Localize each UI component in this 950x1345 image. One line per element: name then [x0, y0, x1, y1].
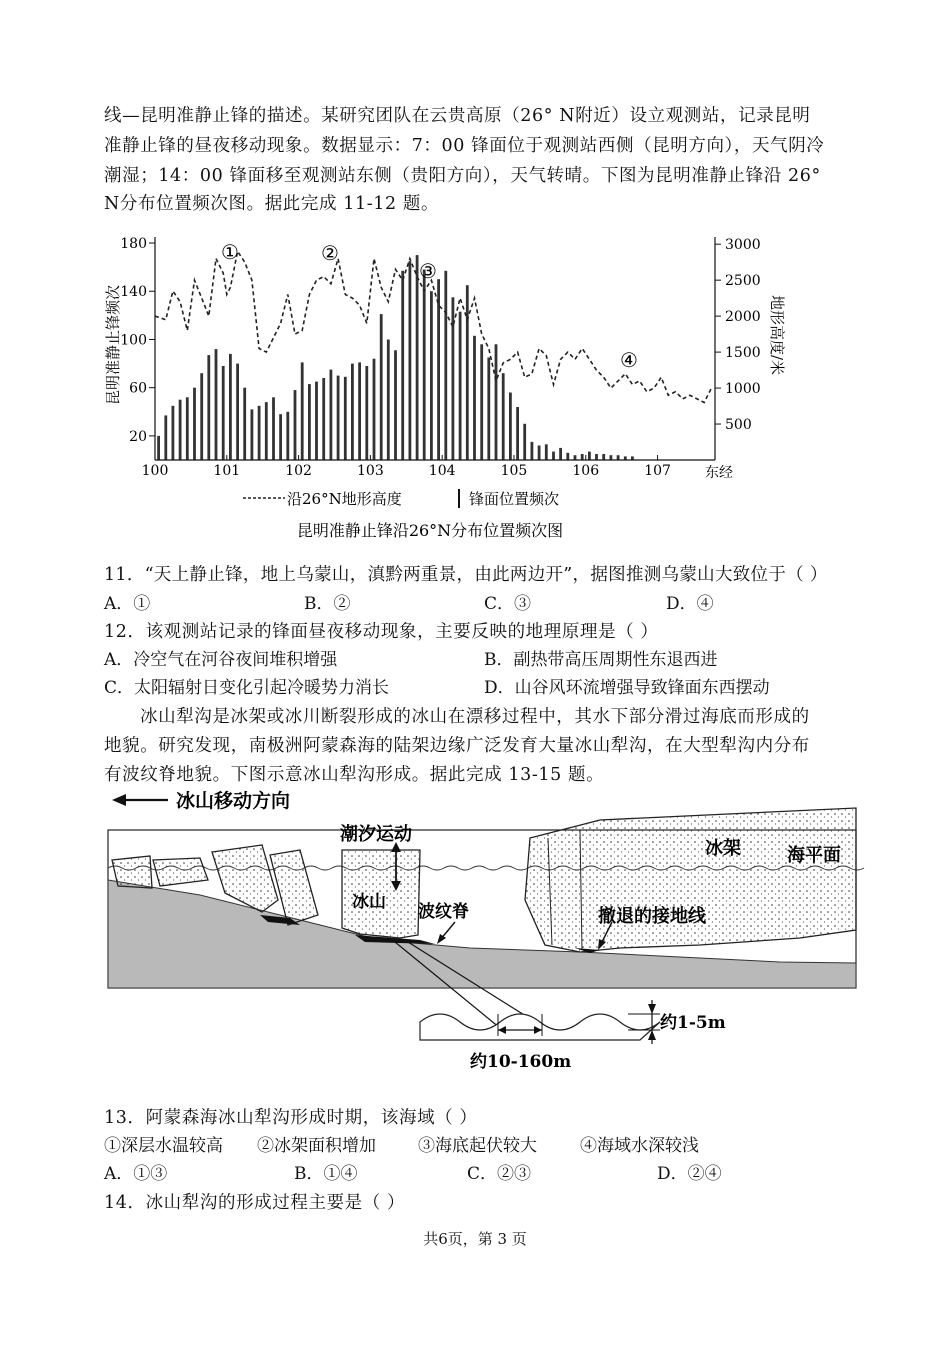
frequency-bar — [344, 377, 347, 460]
frequency-bar — [172, 406, 175, 460]
frequency-bar — [330, 370, 333, 460]
page-footer: 共6页，第 3 页 — [423, 1230, 527, 1248]
frequency-bar — [595, 454, 598, 460]
svg-text:②: ② — [321, 241, 339, 265]
q14-stem: 14．冰山犁沟的形成过程主要是（ ） — [104, 1193, 406, 1213]
q13-choice-4: ④海域水深较浅 — [580, 1136, 699, 1156]
frequency-bar — [416, 255, 419, 460]
frequency-bar — [444, 271, 447, 460]
frequency-bar — [186, 397, 189, 460]
y-right-tick-label: 500 — [725, 417, 752, 434]
frequency-bar — [538, 446, 541, 461]
q13-choice-1: ①深层水温较高 — [104, 1136, 223, 1156]
y-left-label: 昆明准静止锋频次 — [104, 284, 122, 406]
frequency-bar — [430, 291, 433, 460]
frequency-bar — [610, 455, 613, 460]
q13-stem: 13．阿蒙森海冰山犁沟形成时期，该海域（ ） — [104, 1108, 478, 1128]
y-left-tick-label: 20 — [129, 428, 147, 445]
frequency-bar — [459, 312, 462, 460]
frequency-bar — [200, 373, 203, 460]
frequency-bar — [308, 384, 311, 460]
frequency-bar — [229, 354, 232, 460]
passage2-line-2: 地貌。研究发现，南极洲阿蒙森海的陆架边缘广泛发育大量冰山犁沟，在大型犁沟内分布 — [104, 736, 810, 756]
x-tick-label: 107 — [644, 463, 671, 479]
frequency-bar — [516, 407, 519, 460]
q12-option-c[interactable]: C．太阳辐射日变化引起冷暖势力消长 — [104, 678, 390, 698]
x-tick-label: 105 — [500, 463, 528, 479]
q12-option-b[interactable]: B．副热带高压周期性东退西进 — [484, 650, 718, 670]
q12-option-d[interactable]: D．山谷风环流增强导致锋面东西摆动 — [484, 678, 770, 698]
frequency-bar — [258, 406, 261, 460]
label-height: 约1-5m — [660, 1013, 726, 1033]
frequency-bar — [337, 376, 340, 460]
q11-stem: 11．“天上静止锋，地上乌蒙山，滇黔两重景，由此两边开”，据图推测乌蒙山大致位于（ ） — [104, 565, 828, 585]
frequency-bar — [559, 448, 562, 460]
q13-option-a[interactable]: A．①③ — [104, 1164, 168, 1184]
intro-line-4: N分布位置频次图。据此完成 11-12 题。 — [104, 194, 440, 214]
frequency-bar — [157, 436, 160, 460]
ice-fragment-1 — [112, 856, 152, 888]
frequency-bar — [164, 415, 167, 460]
q13-choice-2: ②冰架面积增加 — [257, 1136, 376, 1156]
x-axis-label: 东经 — [705, 465, 733, 481]
frequency-bar — [315, 382, 318, 460]
frequency-bar — [387, 340, 390, 461]
x-tick-label: 103 — [357, 463, 384, 479]
marker-4 — [620, 348, 638, 372]
direction-label: 冰山移动方向 — [176, 790, 291, 812]
frequency-bar — [265, 402, 268, 460]
svg-text:③: ③ — [419, 259, 437, 283]
frequency-bar — [193, 388, 196, 460]
frequency-bar — [581, 454, 584, 460]
x-tick-label: 106 — [572, 463, 600, 479]
frequency-bar — [373, 359, 376, 460]
frequency-bar — [401, 271, 404, 460]
x-tick-label: 104 — [428, 463, 456, 479]
intro-line-3: 潮湿；14：00 锋面移至观测站东侧（贵阳方向），天气转晴。下图为昆明准静止锋沿 26° — [104, 166, 821, 186]
frequency-bar — [279, 414, 282, 460]
legend-terrain: 沿26°N地形高度 — [287, 490, 402, 508]
marker-1 — [221, 240, 239, 264]
chart-title: 昆明准静止锋沿26°N分布位置频次图 — [296, 521, 564, 540]
frequency-bar — [365, 366, 368, 460]
svg-text:①: ① — [221, 240, 239, 264]
y-left-tick-label: 180 — [120, 236, 147, 253]
marker-2 — [321, 241, 339, 265]
frequency-bar — [179, 400, 182, 460]
y-left-tick-label: 100 — [120, 332, 147, 349]
y-right-tick-label: 1000 — [725, 381, 761, 398]
q12-option-a[interactable]: A．冷空气在河谷夜间堆积增强 — [104, 650, 338, 670]
q11-option-c[interactable]: C．③ — [484, 594, 532, 614]
q13-option-d[interactable]: D．②④ — [657, 1164, 722, 1184]
marker-3 — [419, 259, 437, 283]
label-sea-level: 海平面 — [787, 845, 841, 866]
y-right-tick-label: 3000 — [725, 237, 761, 254]
frequency-bar — [409, 261, 412, 460]
x-tick-label: 101 — [213, 463, 241, 479]
frequency-bar — [509, 393, 512, 461]
label-ripple: 波纹脊 — [418, 902, 469, 922]
frequency-bar — [207, 355, 210, 460]
x-tick-label: 102 — [285, 463, 312, 479]
frequency-bar — [480, 344, 483, 460]
y-left-tick-label: 140 — [120, 284, 147, 301]
legend-frequency: 锋面位置频次 — [469, 490, 560, 508]
frequency-bar — [566, 453, 569, 460]
frequency-bar — [286, 412, 289, 460]
q11-option-d[interactable]: D．④ — [666, 594, 714, 614]
frequency-bar — [552, 452, 555, 460]
label-grounding-line: 撤退的接地线 — [598, 906, 706, 927]
frequency-bar — [251, 409, 254, 460]
frequency-bar — [236, 364, 239, 460]
q13-option-b[interactable]: B．①④ — [294, 1164, 358, 1184]
ice-shelf — [525, 808, 856, 952]
q11-option-b[interactable]: B．② — [304, 594, 351, 614]
x-tick-label: 100 — [141, 463, 169, 479]
frequency-bar — [466, 285, 469, 460]
front-frequency-chart — [0, 225, 950, 555]
frequency-bar — [394, 350, 397, 460]
iceberg-plough-diagram — [0, 785, 950, 1085]
y-left-tick-label: 60 — [129, 380, 147, 397]
frequency-bar — [602, 454, 605, 460]
frequency-bar — [294, 390, 297, 460]
frequency-bar — [574, 455, 577, 460]
frequency-bar — [617, 455, 620, 460]
frequency-bar — [523, 424, 526, 460]
intro-line-2: 准静止锋的昼夜移动现象。数据显示：7：00 锋面位于观测站西侧（昆明方向），天气阴冷 — [104, 136, 825, 156]
q13-choice-3: ③海底起伏较大 — [418, 1136, 537, 1156]
y-right-tick-label: 2000 — [725, 309, 761, 326]
label-width: 约10-160m — [470, 1052, 572, 1072]
label-iceberg: 冰山 — [352, 892, 386, 912]
y-right-label: 地形高度/米 — [768, 294, 786, 376]
ripple-ridge-inset — [420, 1000, 660, 1044]
frequency-bar — [423, 270, 426, 461]
y-right-tick-label: 2500 — [725, 273, 761, 290]
frequency-bar — [545, 444, 548, 460]
frequency-bar — [243, 388, 246, 460]
label-ice-shelf: 冰架 — [705, 838, 741, 859]
frequency-bar — [495, 344, 498, 460]
y-right-tick-label: 1500 — [725, 345, 761, 362]
q12-stem: 12．该观测站记录的锋面昼夜移动现象，主要反映的地理原理是（ ） — [104, 622, 659, 642]
frequency-bar — [301, 362, 304, 460]
frequency-bar — [380, 314, 383, 460]
q13-option-c[interactable]: C．②③ — [467, 1164, 532, 1184]
frequency-bar — [358, 362, 361, 460]
frequency-bar — [215, 349, 218, 460]
frequency-bar — [222, 366, 225, 460]
frequency-bar — [351, 364, 354, 460]
move-direction-arrow — [112, 794, 168, 806]
svg-text:④: ④ — [620, 348, 638, 372]
frequency-bar — [502, 373, 505, 460]
frequency-bar — [272, 397, 275, 460]
passage2-line-3: 有波纹脊地貌。下图示意冰山犁沟形成。据此完成 13-15 题。 — [104, 765, 605, 785]
intro-line-1: 线—昆明准静止锋的描述。某研究团队在云贵高原（26° N附近）设立观测站，记录昆明 — [104, 106, 811, 126]
frequency-bar — [473, 336, 476, 460]
frequency-bar — [487, 358, 490, 461]
frequency-bar — [531, 442, 534, 460]
frequency-bar — [322, 378, 325, 460]
q11-option-a[interactable]: A．① — [104, 594, 151, 614]
frequency-bar — [588, 452, 591, 460]
label-tide: 潮汐运动 — [340, 824, 412, 845]
passage2-line-1: 冰山犁沟是冰架或冰川断裂形成的冰山在漂移过程中，其水下部分滑过海底而形成的 — [140, 707, 810, 727]
